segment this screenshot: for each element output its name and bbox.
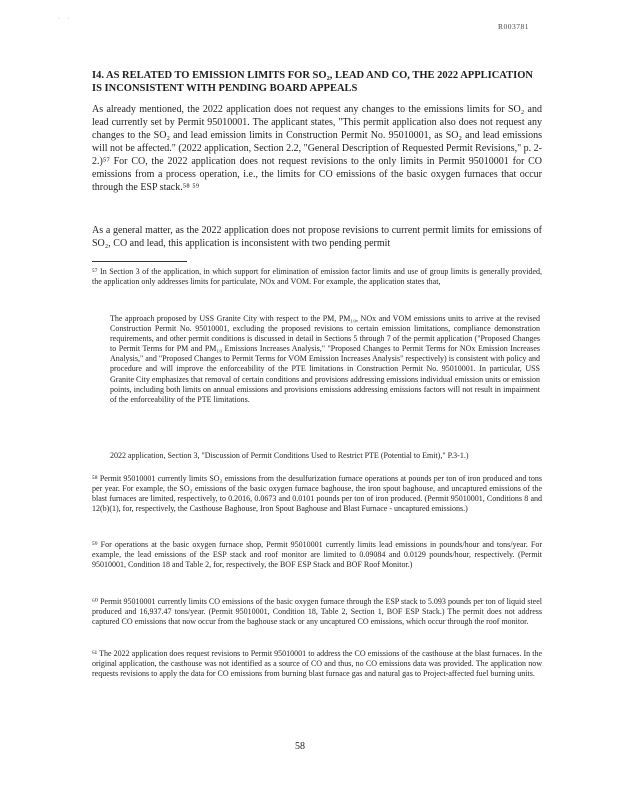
body-paragraph-2: As a general matter, as the 2022 application does not propose revisions to current permit limits for emissions of SO₂, CO and lead, this application is inconsistent with two pending permit (92, 225, 542, 249)
footnote-60: ⁶⁰ Permit 95010001 currently limits CO emissions of the basic oxygen furnace through the ESP stack to 5.093 pounds per ton of liquid steel produced and 16,937.47 tons/year. (Permit 95010001, Condition 18, Table 2, Section 1, BOF ESP Stack.) The permit does not address captured CO emissions that now occur from the baghouse stack or any uncaptured CO emissions, which occur through the roof monitor. (92, 597, 542, 627)
footnote-57-citation: 2022 application, Section 3, "Discussion of Permit Conditions Used to Restrict PTE (Potential to Emit)," P.3-1.) (110, 451, 469, 460)
body-paragraph-1: As already mentioned, the 2022 application does not request any changes to the emissions limits for SO₂ and lead currently set by Permit 95010001. The applicant states, "This permit application also does not request any changes to the SO₂ and lead emission limits in Construction Permit No. 95010001, as SO₂ and lead emissions will not be affected." (2022 application, Section 2.2, "General Description of Requested Permit Revisions," p. 2-2.)⁵⁷ For CO, the 2022 application does not request revisions to the only limits in Permit 95010001 for CO emissions from a process operation, i.e., the limits for CO emissions of the basic oxygen furnaces that occur through the ESP stack.⁵⁸ ⁵⁹ (92, 104, 543, 193)
footnote-58: ⁵⁸ Permit 95010001 currently limits SO₂ emissions from the desulfurization furnace operations at pounds per ton of iron produced and tons per year. For example, the SO₂ emissions of the basic oxygen furnace baghouse, the iron spout baghouse, and uncaptured emissions of the blast furnaces are limited, respectively, to 0.2016, 0.0673 and 0.0101 pounds per ton of iron produced. (Permit 95010001, Conditions 8 and 12(b)(1), for, respectively, the Casthouse Baghouse, Iron Spout Baghouse and Blast Furnace - uncaptured emissions.) (92, 474, 542, 514)
bates-number: R003781 (498, 22, 530, 31)
footnote-61: ⁶¹ The 2022 application does request revisions to Permit 95010001 to address the CO emissions of the casthouse at the blast furnaces. In the original application, the casthouse was not identified as a source of CO and thus, no CO emissions data was provided. The application now requests revisions to apply the data for CO emissions from burning blast furnace gas and natural gas to Project-affected fuel burning units. (92, 649, 542, 679)
footnote-59: ⁵⁹ For operations at the basic oxygen furnace shop, Permit 95010001 currently limits lead emissions in pounds/hour and tons/year. For example, the lead emissions of the ESP stack and roof monitor are limited to 0.09084 and 0.0129 pounds/hour, respectively. (Permit 95010001, Condition 18 and Table 2, for, respectively, the BOF ESP Stack and BOF Roof Monitor.) (92, 540, 542, 570)
scan-mark: · · (58, 16, 73, 22)
footnote-57: ⁵⁷ In Section 3 of the application, in which support for elimination of emission factor limits and use of group limits is generally provided, the application only addresses limits for particulate, NOx and VOM. For example, the application states that, (92, 267, 542, 287)
footnote-divider (92, 261, 187, 262)
section-heading: I4. AS RELATED TO EMISSION LIMITS FOR SO₂, LEAD AND CO, THE 2022 APPLICATION IS INCONSISTENT WITH PENDING BOARD APPEALS (92, 70, 533, 94)
page-number: 58 (295, 741, 305, 752)
footnote-57-block-quote: The approach proposed by USS Granite City with respect to the PM, PM₁₀, NOx and VOM emissions units to arrive at the revised Construction Permit No. 95010001, excluding the proposed revisions to certain emission limitations, compliance demonstration requirements, and other permit conditions is discussed in detail in Sections 5 through 7 of the permit application ("Proposed Changes to Permit Terms for PM and PM₁₀ Emissions Increases Analysis," "Proposed Changes to Permit Terms for NOx Emission Increases Analysis," and "Proposed Changes to Permit Terms for VOM Emission Increases Analysis" respectively) is consistent with policy and procedure and will improve the enforceability of the PTE limitations in Construction Permit No. 95010001. In particular, USS Granite City emphasizes that removal of certain conditions and provisions addressing emissions individual emission units or emission points, including both limits on annual emissions and provisions emissions addressing emissions factors will not result in impairment of the enforceability of the PTE limitations. (110, 314, 540, 404)
